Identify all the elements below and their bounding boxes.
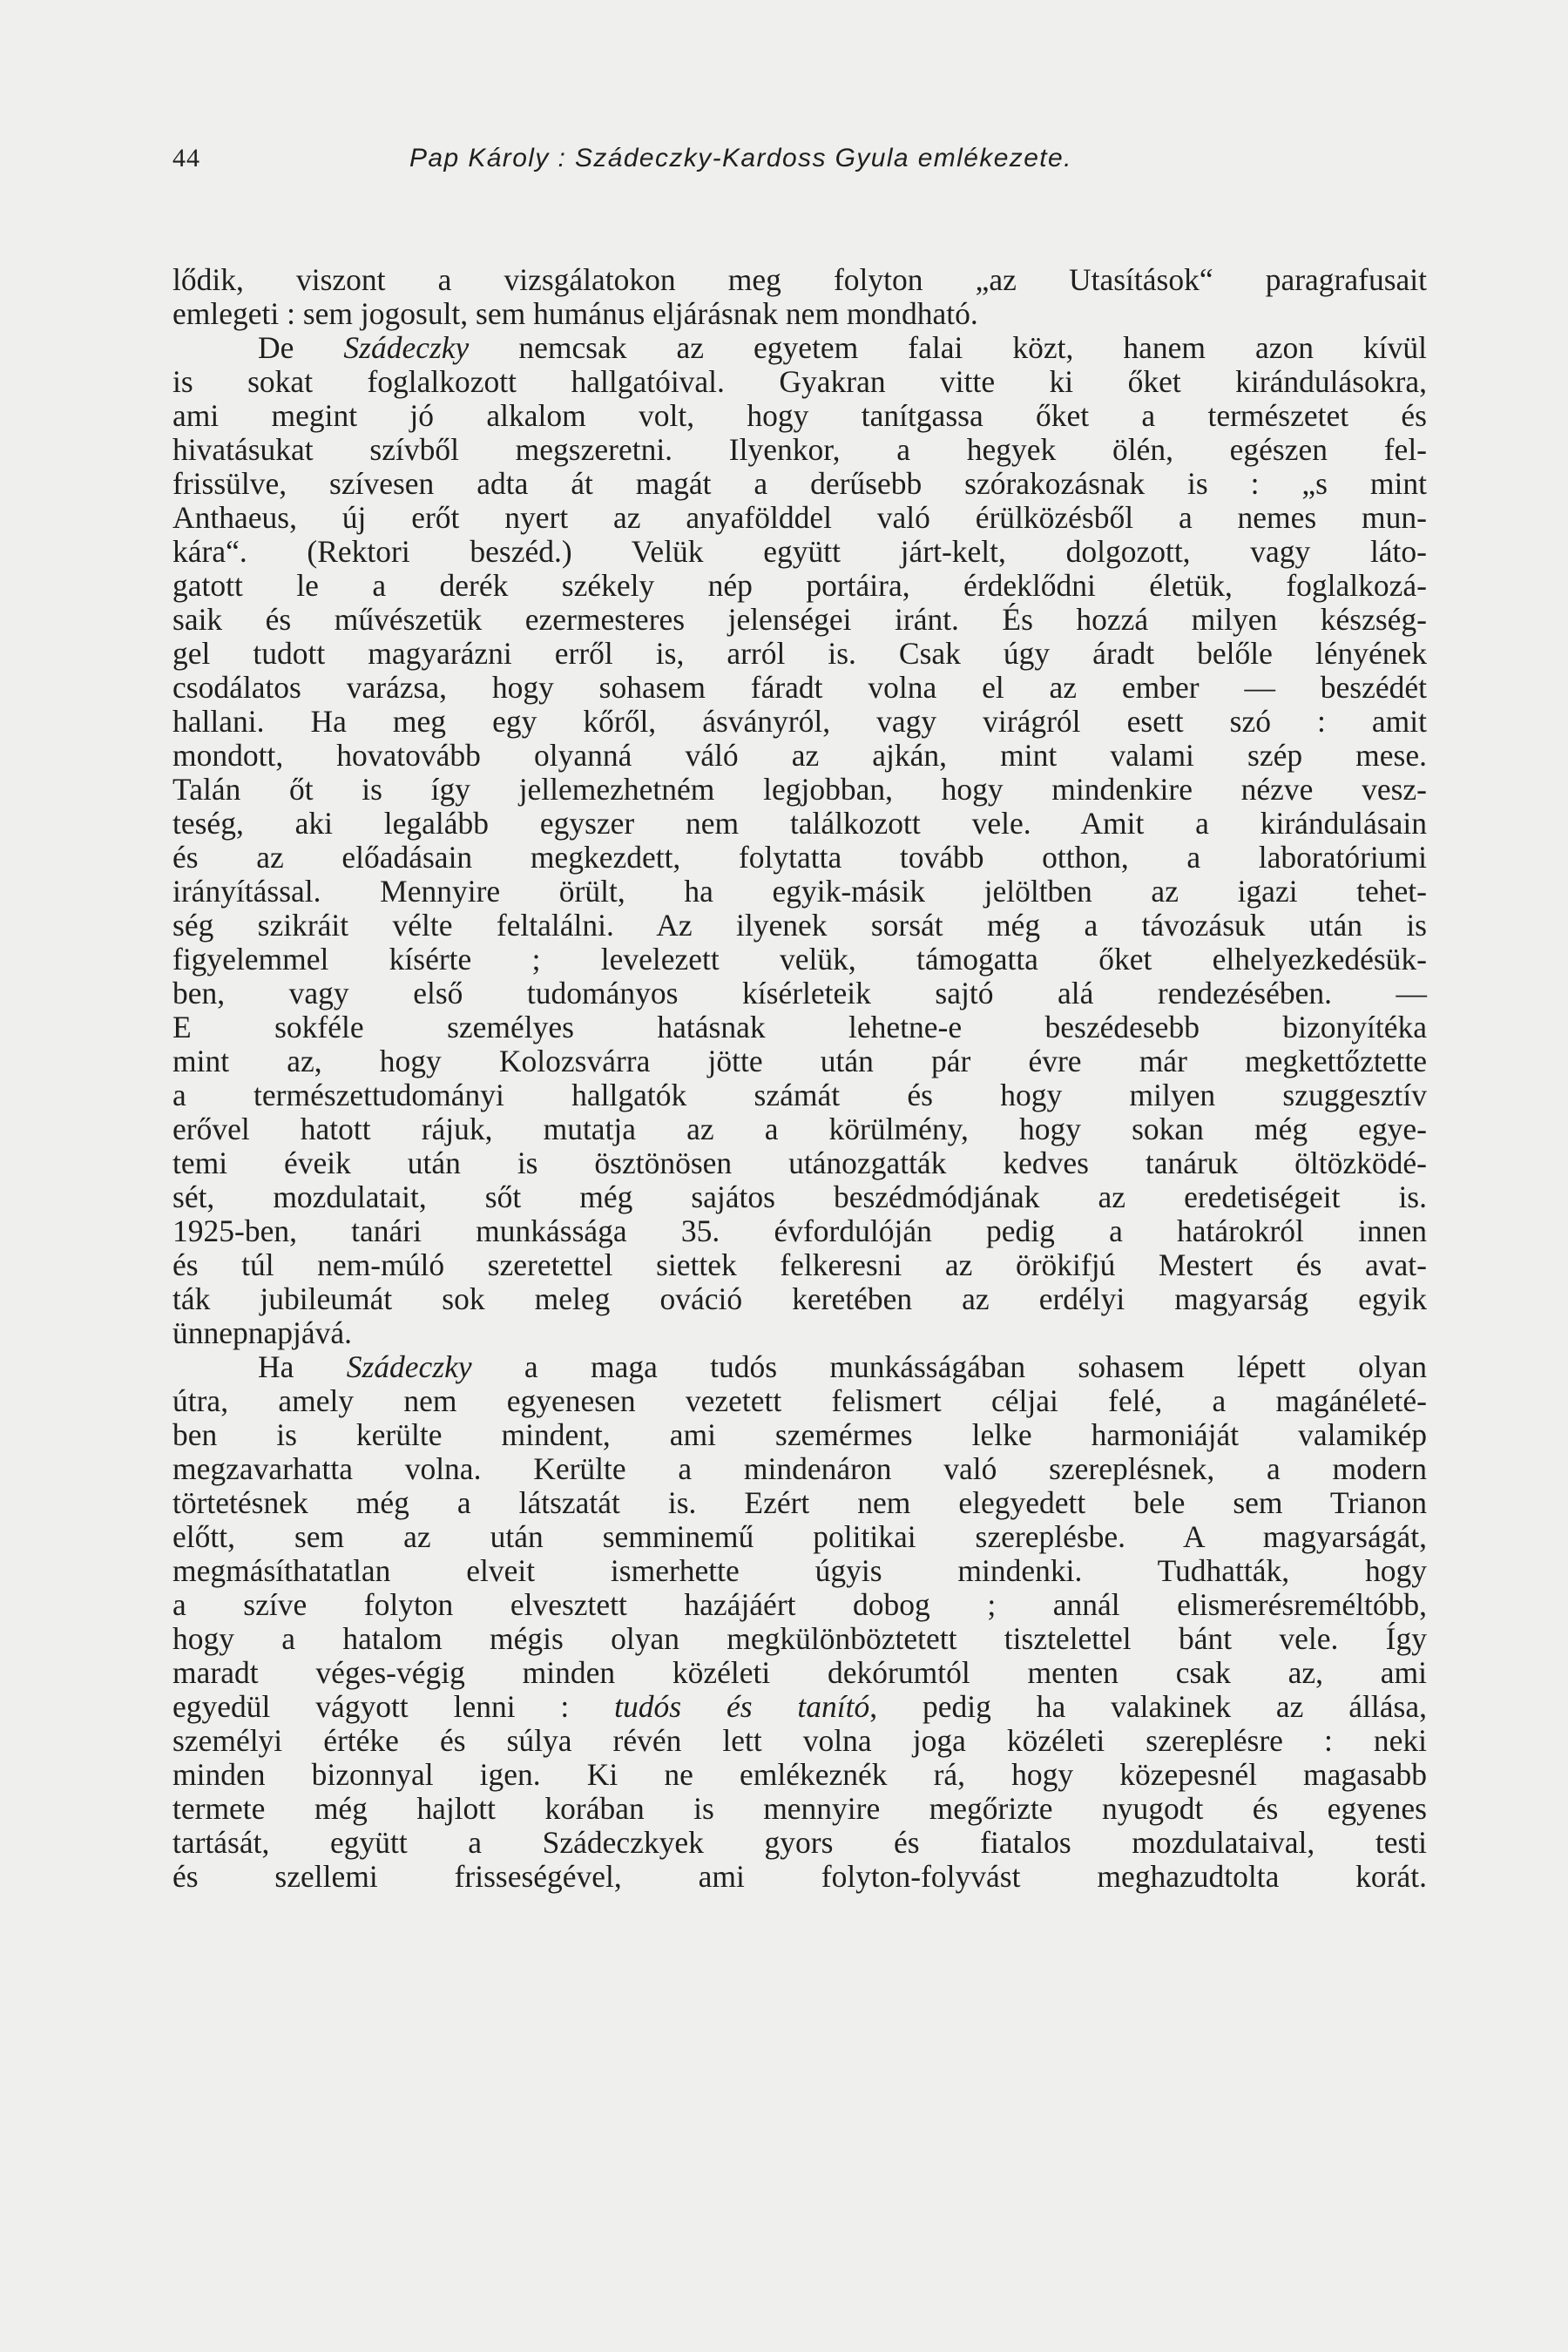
text-line: ben is kerülte mindent, ami szemérmes lelke harmoniáját valamikép (172, 1417, 1427, 1452)
text-line: ami megint jó alkalom volt, hogy tanítgassa őket a természetet és (172, 398, 1427, 433)
running-title: Pap Károly : Szádeczky-Kardoss Gyula emlékezete. (409, 144, 1072, 172)
text-line: erővel hatott rájuk, mutatja az a körülmény, hogy sokan még egye- (172, 1112, 1427, 1146)
text-line: a természettudományi hallgatók számát és hogy milyen szuggesztív (172, 1078, 1427, 1112)
text-line: és az előadásain megkezdett, folytatta tovább otthon, a laboratóriumi (172, 840, 1427, 875)
text-line: irányítással. Mennyire örült, ha egyik-másik jelöltben az igazi tehet- (172, 874, 1427, 909)
text-line: lődik, viszont a vizsgálatokon meg folyton „az Utasítások“ paragrafusait (172, 262, 1427, 297)
text-line: ünnepnapjává. (172, 1315, 353, 1350)
text-line: emlegeti : sem jogosult, sem humánus eljárásnak nem mondható. (172, 296, 978, 331)
text-line: a szíve folyton elvesztett hazájáért dobog ; annál elismerésreméltóbb, (172, 1587, 1427, 1622)
page-header (172, 141, 1427, 176)
text-line: hogy a hatalom mégis olyan megkülönböztetett tisztelettel bánt vele. Így (172, 1621, 1427, 1656)
text-line: útra, amely nem egyenesen vezetett felismert céljai felé, a magánéleté- (172, 1383, 1427, 1418)
text-line: és túl nem-múló szeretettel siettek felkeresni az örökifjú Mestert és avat- (172, 1247, 1427, 1282)
text-line: és szellemi frisseségével, ami folyton-folyvást meghazudtolta korát. (172, 1859, 1427, 1894)
text-line: gel tudott magyarázni erről is, arról is. Csak úgy áradt belőle lényének (172, 636, 1427, 671)
text-line: Ha Szádeczky a maga tudós munkásságában sohasem lépett olyan (258, 1349, 1427, 1384)
text-line: mondott, hovatovább olyanná váló az ajkán, mint valami szép mese. (172, 738, 1427, 773)
text-line: saik és művészetük ezermesteres jelenségei iránt. És hozzá milyen készség- (172, 602, 1427, 637)
body-text (172, 263, 1427, 1894)
page-number: 44 (172, 144, 200, 172)
text-line: hivatásukat szívből megszeretni. Ilyenkor, a hegyek ölén, egészen fel- (172, 432, 1427, 467)
text-line: Talán őt is így jellemezhetném legjobban, hogy mindenkire nézve vesz- (172, 772, 1427, 807)
text-line: E sokféle személyes hatásnak lehetne-e beszédesebb bizonyítéka (172, 1010, 1427, 1044)
text-line: ben, vagy első tudományos kísérleteik sajtó alá rendezésében. — (172, 976, 1427, 1010)
text-line: mint az, hogy Kolozsvárra jötte után pár évre már megkettőztette (172, 1044, 1427, 1078)
text-line: csodálatos varázsa, hogy sohasem fáradt volna el az ember — beszédét (172, 670, 1427, 705)
text-line: megzavarhatta volna. Kerülte a mindenáron való szereplésnek, a modern (172, 1451, 1427, 1486)
text-line: figyelemmel kísérte ; levelezett velük, támogatta őket elhelyezkedésük- (172, 942, 1427, 977)
text-line: kára“. (Rektori beszéd.) Velük együtt járt-kelt, dolgozott, vagy láto- (172, 534, 1427, 569)
text-line: De Szádeczky nemcsak az egyetem falai közt, hanem azon kívül (258, 330, 1427, 365)
text-line: 1925-ben, tanári munkássága 35. évfordulóján pedig a határokról innen (172, 1213, 1427, 1248)
text-line: törtetésnek még a látszatát is. Ezért nem elegyedett bele sem Trianon (172, 1485, 1427, 1520)
text-line: frissülve, szívesen adta át magát a derűsebb szórakozásnak is : „s mint (172, 466, 1427, 501)
text-line: hallani. Ha meg egy kőről, ásványról, vagy virágról esett szó : amit (172, 704, 1427, 739)
text-line: teség, aki legalább egyszer nem találkozott vele. Amit a kirándulásain (172, 806, 1427, 841)
text-line: gatott le a derék székely nép portáira, érdeklődni életük, foglalkozá- (172, 568, 1427, 603)
text-line: előtt, sem az után semminemű politikai szereplésbe. A magyarságát, (172, 1519, 1427, 1554)
text-line: ség szikráit vélte feltalálni. Az ilyenek sorsát még a távozásuk után is (172, 908, 1427, 943)
text-line: ták jubileumát sok meleg ováció keretében az erdélyi magyarság egyik (172, 1281, 1427, 1316)
text-line: személyi értéke és súlya révén lett volna joga közéleti szereplésre : neki (172, 1723, 1427, 1758)
text-line: termete még hajlott korában is mennyire megőrizte nyugodt és egyenes (172, 1791, 1427, 1826)
text-line: Anthaeus, új erőt nyert az anyafölddel való érülközésből a nemes mun- (172, 500, 1427, 535)
text-line: tartását, együtt a Szádeczkyek gyors és fiatalos mozdulataival, testi (172, 1825, 1427, 1860)
text-line: egyedül vágyott lenni : tudós és tanító, pedig ha valakinek az állása, (172, 1689, 1427, 1724)
text-line: sét, mozdulatait, sőt még sajátos beszédmódjának az eredetiségeit is. (172, 1179, 1427, 1214)
text-line: minden bizonnyal igen. Ki ne emlékeznék rá, hogy közepesnél magasabb (172, 1757, 1427, 1792)
text-line: maradt véges-végig minden közéleti dekórumtól menten csak az, ami (172, 1655, 1427, 1690)
text-line: is sokat foglalkozott hallgatóival. Gyakran vitte ki őket kirándulásokra, (172, 364, 1427, 399)
text-line: temi éveik után is ösztönösen utánozgatták kedves tanáruk öltözködé- (172, 1146, 1427, 1180)
text-line: megmásíthatatlan elveit ismerhette úgyis mindenki. Tudhatták, hogy (172, 1553, 1427, 1588)
